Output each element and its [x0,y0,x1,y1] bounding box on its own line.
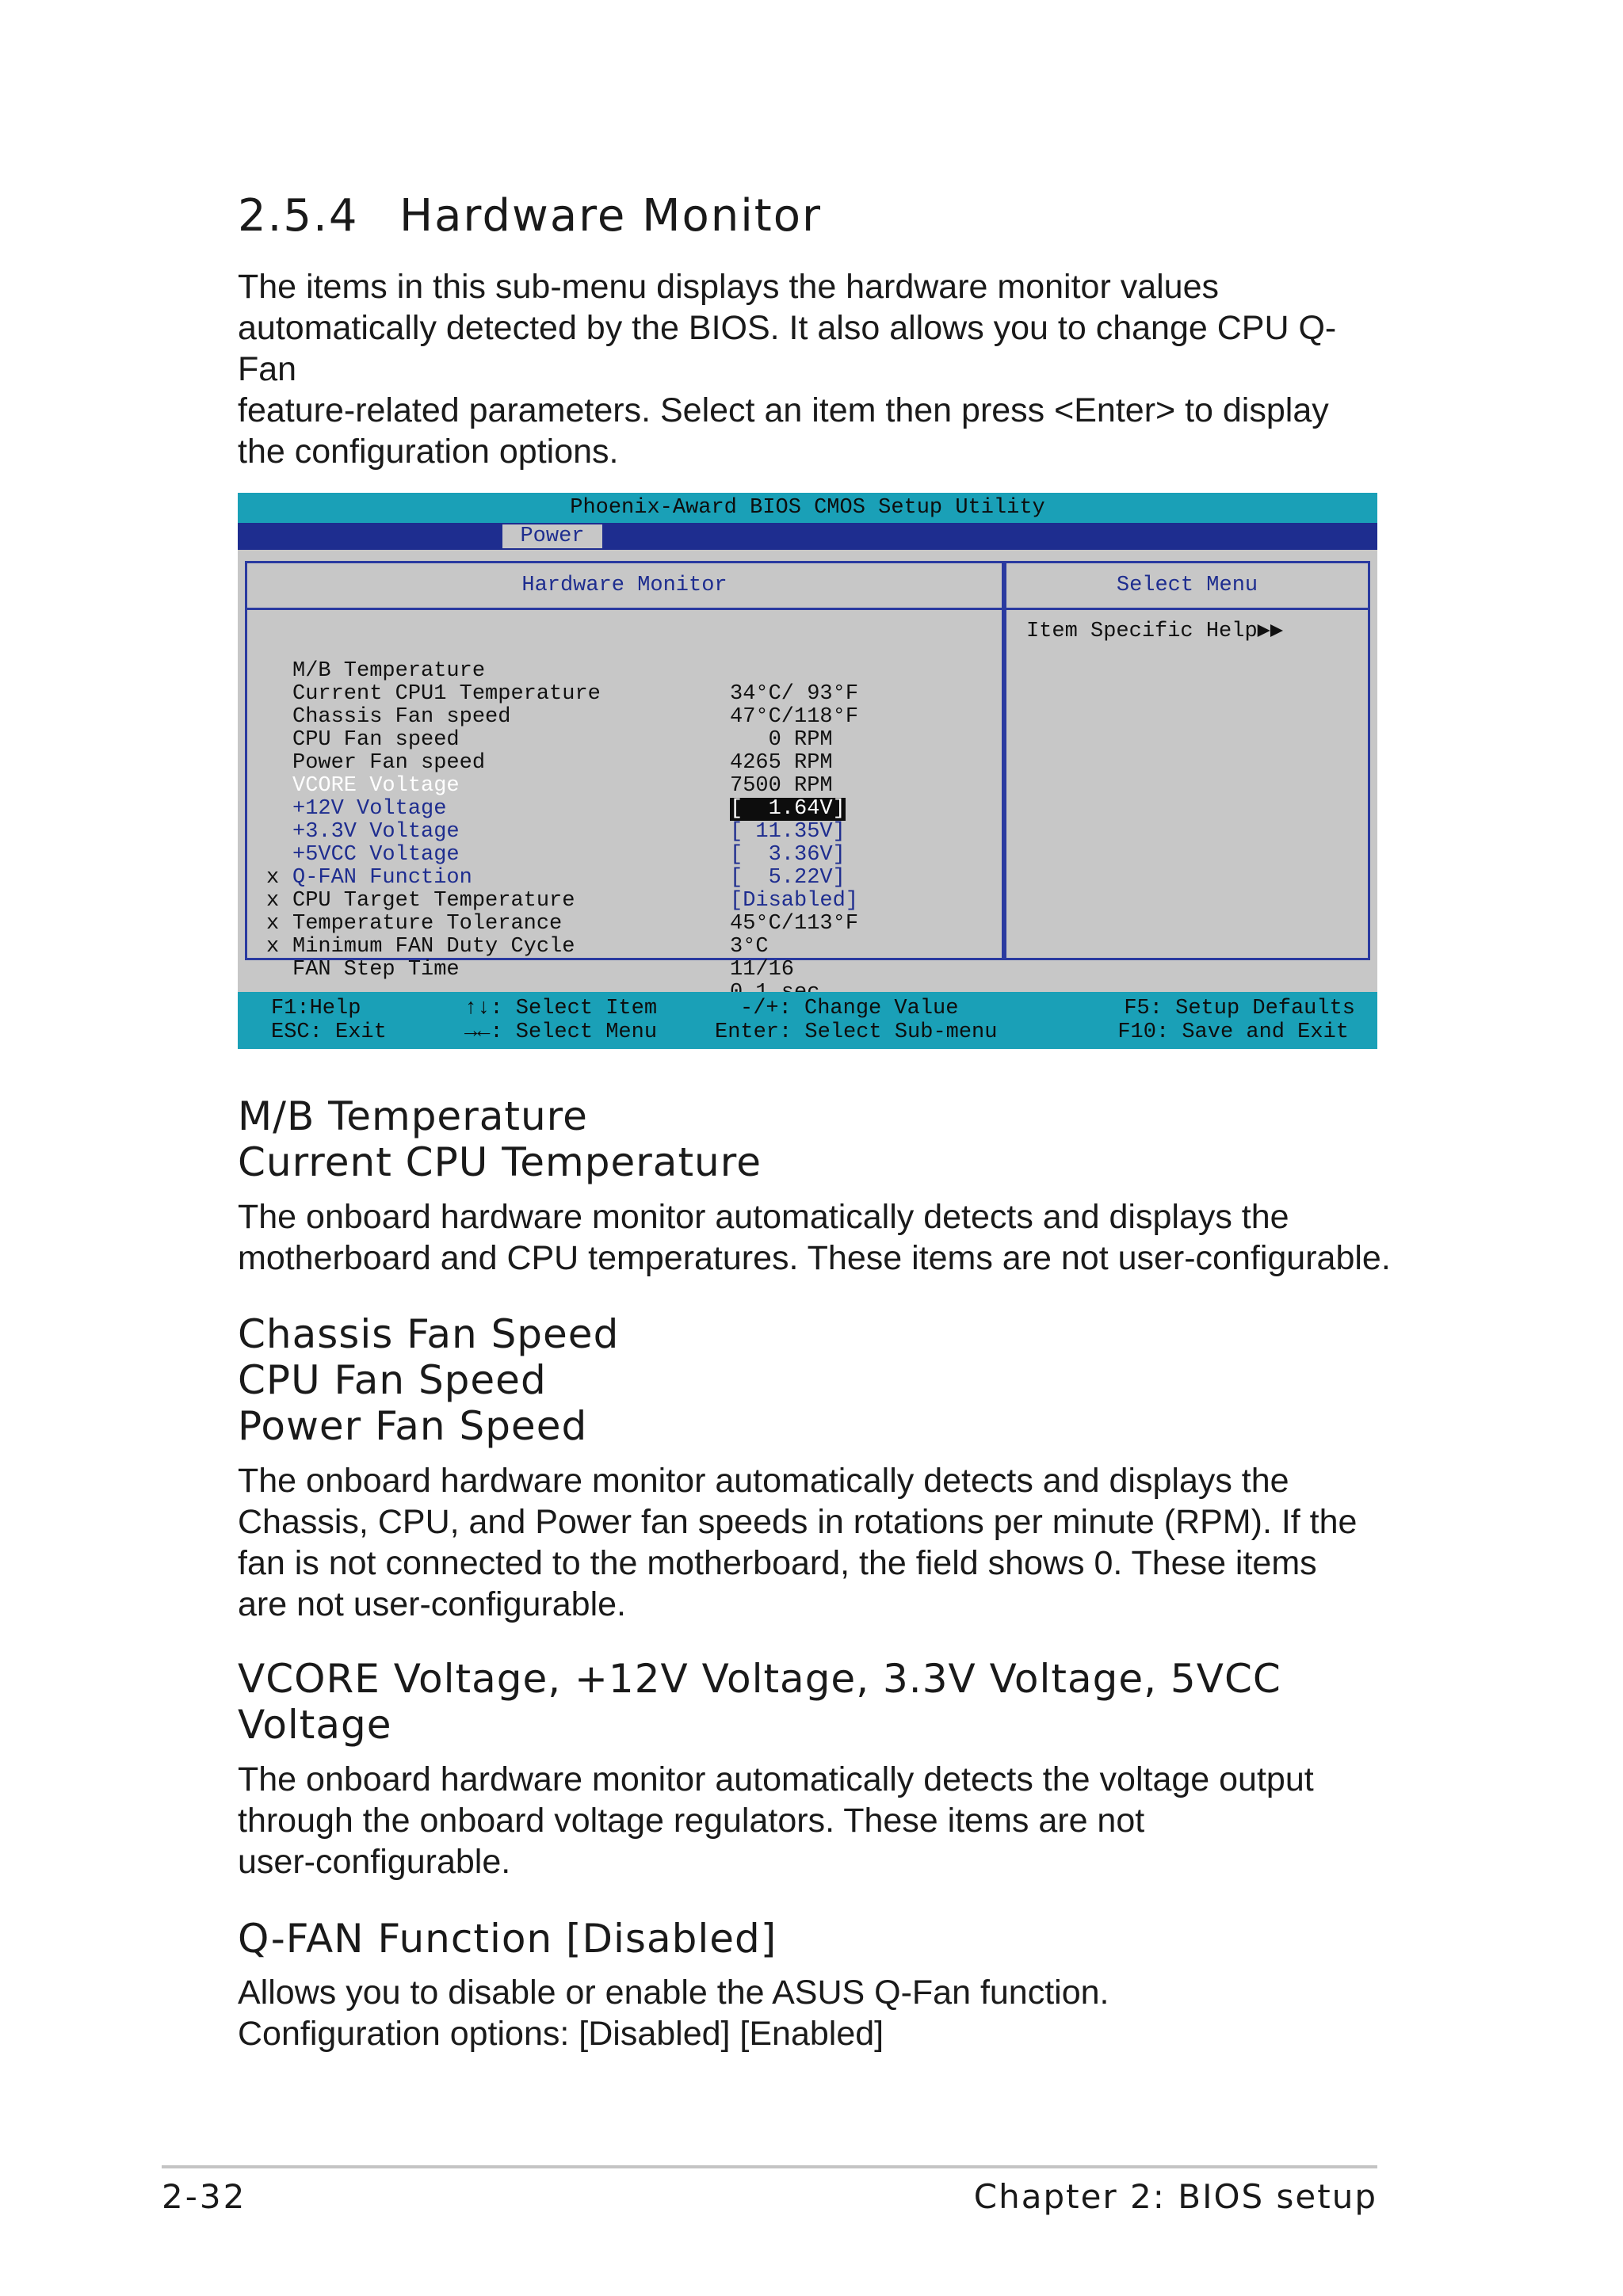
row-label: Minimum FAN Duty Cycle [292,935,575,959]
disabled-marker: x [266,935,280,959]
bios-key-legend [238,992,1377,1049]
bios-title-bar: Phoenix-Award BIOS CMOS Setup Utility [238,493,1377,523]
row-label: Temperature Tolerance [292,912,563,936]
heading-qfan [238,1916,777,1962]
bios-screen [238,493,1377,1049]
row-label: M/B Temperature [292,659,486,683]
row-label: +12V Voltage [292,797,447,821]
row-value: [ 3.36V] [730,843,846,867]
heading-line: CPU Fan Speed [238,1357,547,1403]
heading-line: M/B Temperature [238,1093,588,1139]
key-f5-defaults: F5: Setup Defaults [1124,997,1355,1020]
row-label: +5VCC Voltage [292,843,460,867]
footer-rule [162,2165,1377,2168]
key-select-menu: →←: Select Menu [464,1020,658,1044]
row-value: 0 RPM [730,728,833,752]
body-line: are not user-configurable. [238,1585,627,1623]
key-esc-exit: ESC: Exit [271,1020,387,1044]
row-label: CPU Fan speed [292,728,460,752]
disabled-marker: x [266,889,280,913]
heading-line: VCORE Voltage, +12V Voltage, 3.3V Voltage, 5VCC [238,1656,1281,1702]
body-line: The onboard hardware monitor automatically detects and displays the [238,1462,1289,1500]
row-value: [ 1.64V] [730,797,846,821]
row-value: 4265 RPM [730,751,833,775]
row-label: +3.3V Voltage [292,820,460,844]
key-select-sub-menu: Enter: Select Sub-menu [715,1020,998,1044]
bios-item-list [247,614,1002,982]
bios-menu-bar [238,523,1377,550]
key-f1-help: F1:Help [271,997,361,1020]
help-panel [1004,561,1370,960]
panel-title: Hardware Monitor [247,563,1002,610]
row-value: 3°C [730,935,769,959]
intro-line: The items in this sub-menu displays the hardware monitor values [238,268,1220,306]
body-line: Allows you to disable or enable the ASUS Q-Fan function. [238,1974,1109,2012]
row-value: 47°C/118°F [730,705,859,729]
row-label: CPU Target Temperature [292,889,575,913]
row-label: Chassis Fan speed [292,705,511,729]
row-value: [ 5.22V] [730,866,846,890]
body-line: motherboard and CPU temperatures. These items are not user-configurable. [238,1239,1391,1277]
section-number: 2.5.4 [238,190,359,242]
section-title-text: Hardware Monitor [399,190,823,242]
section-title [238,190,822,242]
page-number: 2-32 [162,2177,247,2216]
fan-speed-description [238,1460,1395,1625]
help-panel-title: Select Menu [1006,563,1368,610]
row-label: FAN Step Time [292,958,460,982]
heading-line: Chassis Fan Speed [238,1311,620,1357]
heading-voltage [238,1656,1281,1748]
tab-power[interactable]: Power [502,524,602,548]
key-select-item: ↑↓: Select Item [464,997,658,1020]
intro-line: automatically detected by the BIOS. It also allows you to change CPU Q-Fan [238,309,1337,388]
row-label: VCORE Voltage [292,774,460,798]
heading-line: Q-FAN Function [Disabled] [238,1916,777,1962]
row-label: Power Fan speed [292,751,486,775]
row-value: [Disabled] [730,889,859,913]
body-line: Chassis, CPU, and Power fan speeds in rotations per minute (RPM). If the [238,1503,1358,1541]
heading-temperature [238,1093,762,1185]
row-value: 45°C/113°F [730,912,859,936]
heading-line: Current CPU Temperature [238,1139,762,1185]
row-value: 11/16 [730,958,795,982]
body-line: user-configurable. [238,1843,511,1881]
heading-line: Voltage [238,1702,392,1748]
qfan-description [238,1972,1395,2054]
intro-paragraph [238,266,1395,472]
hardware-monitor-panel [245,561,1004,982]
disabled-marker: x [266,912,280,936]
row-label: Current CPU1 Temperature [292,682,601,706]
body-line: through the onboard voltage regulators. These items are not [238,1802,1145,1840]
chapter-title: Chapter 2: BIOS setup [973,2177,1377,2216]
body-line: fan is not connected to the motherboard, the field shows 0. These items [238,1544,1317,1582]
heading-fan-speed [238,1311,619,1449]
row-label: Q-FAN Function [292,866,472,890]
disabled-marker: x [266,866,280,890]
key-f10-save-exit: F10: Save and Exit [1117,1020,1349,1044]
key-change-value: -/+: Change Value [740,997,959,1020]
row-value: 34°C/ 93°F [730,682,859,706]
intro-line: the configuration options. [238,433,619,471]
voltage-description [238,1759,1395,1882]
row-value: [ 11.35V] [730,820,846,844]
item-specific-help: Item Specific Help▶▶ [1026,620,1284,643]
row-value: 7500 RPM [730,774,833,798]
temperature-description [238,1196,1395,1279]
heading-line: Power Fan Speed [238,1403,588,1449]
body-line: Configuration options: [Disabled] [Enabled] [238,2015,884,2053]
body-line: The onboard hardware monitor automatically detects the voltage output [238,1760,1314,1798]
body-line: The onboard hardware monitor automatically detects and displays the [238,1198,1289,1236]
intro-line: feature-related parameters. Select an item then press <Enter> to display [238,391,1329,429]
